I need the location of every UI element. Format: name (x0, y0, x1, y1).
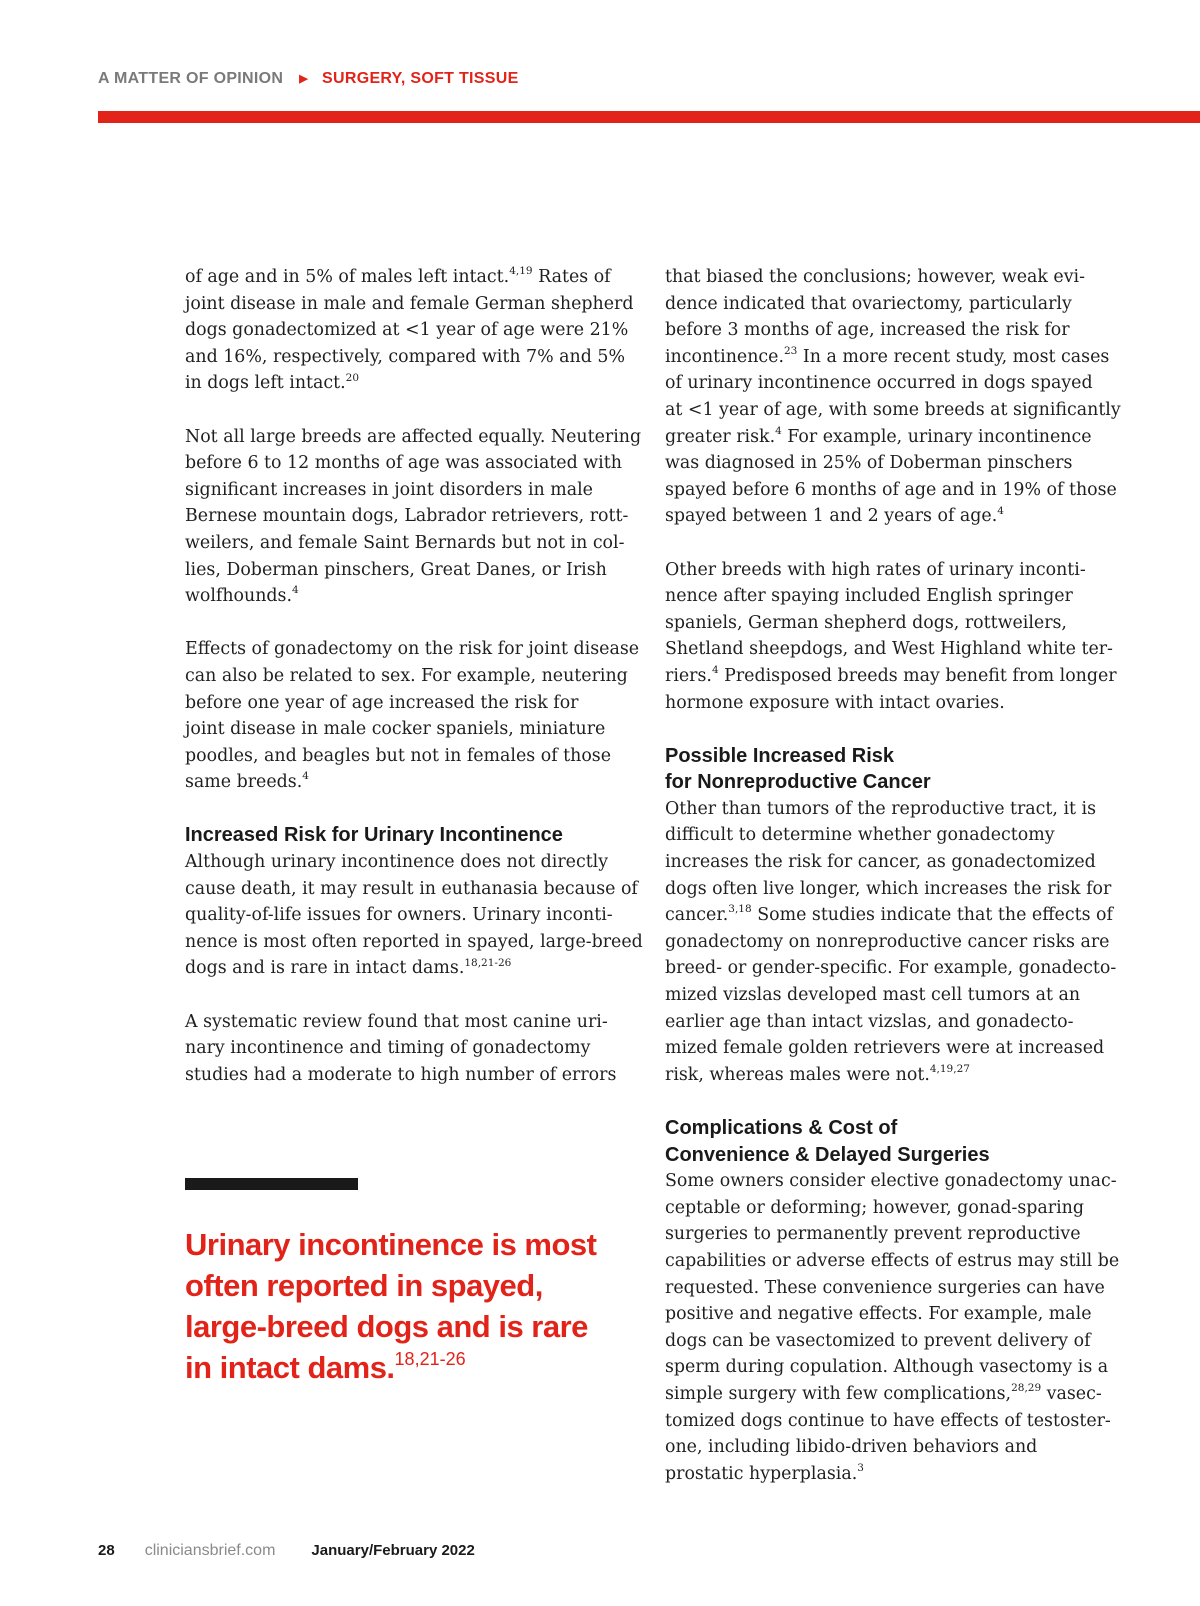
section-heading: Increased Risk for Urinary Incontinence (185, 824, 563, 847)
header-rule (98, 111, 1200, 123)
paragraph: Other than tumors of the reproductive tract, it is difficult to determine whether gonadectomy increases the risk for cancer, as gonadectomized dogs often live longer, which increases the risk for cancer.$^{3,18}$ Some studies indicate that the effects of gonadectomy on nonreproductive cancer risks are breed- or gender-specific. For example, gonadecto- mized vizslas developed mast cell tumors at an earlier age than intact vizslas, and gonadecto- mized female golden retrievers were at increased risk, whereas males were not.$^{4,19,27}$ (665, 798, 1117, 1085)
page-number: 28 (98, 1542, 115, 1559)
paragraph: Other breeds with high rates of urinary inconti- nence after spaying included English springer spaniels, German shepherd dogs, rottweilers, Shetland sheepdogs, and West Highland white ter- riers.$^4$ Predisposed breeds may benefit from longer hormone exposure with intact ovaries. (665, 559, 1117, 713)
paragraph: that biased the conclusions; however, weak evi- dence indicated that ovariectomy, particularly before 3 months of age, increased the risk for incontinence.$^{23}$ In a more recent study, most cases of urinary incontinence occurred in dogs spayed at <1 year of age, with some breeds at significantly greater risk.$^4$ For example, urinary incontinence was diagnosed in 25% of Doberman pinschers spayed before 6 months of age and in 19% of those spayed between 1 and 2 years of age.$^4$ (665, 267, 1121, 527)
issue-date: January/February 2022 (311, 1542, 475, 1559)
paragraph: Not all large breeds are affected equally. Neutering before 6 to 12 months of age was associated with significant increases in joint disorders in male Bernese mountain dogs, Labrador retrievers, rott- weilers, and female Saint Bernards but not in col- lies, Doberman pinschers, Great Danes, or Irish wolfhounds.$^4$ (185, 426, 642, 607)
paragraph: of age and in 5% of males left intact.$^{4,19}$ Rates of joint disease in male and female German shepherd dogs gonadectomized at <1 year of age were 21% and 16%, respectively, compared with 7% and 5% in dogs left intact.$^{20}$ (185, 265, 634, 394)
right-column (665, 264, 1121, 1487)
page-footer (98, 1542, 475, 1560)
arrow-right-icon: ▶ (299, 73, 309, 85)
running-header (98, 70, 519, 88)
section-heading: Complications & Cost of Convenience & Delayed Surgeries (665, 1117, 990, 1166)
topic-label: SURGERY, SOFT TISSUE (322, 70, 519, 87)
pull-quote: Urinary incontinence is most often reported in spayed, large-breed dogs and is rare in intact dams.$^{18,21-26}$ (185, 1227, 597, 1385)
website-link[interactable]: cliniciansbrief.com (144, 1542, 276, 1559)
paragraph: Some owners consider elective gonadectomy unac- ceptable or deforming; however, gonad-sparing surgeries to permanently prevent reproductive capabilities or adverse effects of estrus may still be requested. These convenience surgeries can have positive and negative effects. For example, male dogs can be vasectomized to prevent delivery of sperm during copulation. Although vasectomy is a simple surgery with few complications,$^{28,29}$ vasec- tomized dogs continue to have effects of testoster- one, including libido-driven behaviors and prostatic hyperplasia.$^3$ (665, 1171, 1120, 1484)
section-heading: Possible Increased Risk for Nonreproductive Cancer (665, 744, 931, 794)
paragraph: Effects of gonadectomy on the risk for joint disease can also be related to sex. For example, neutering before one year of age increased the risk for joint disease in male cocker spaniels, miniature poodles, and beagles but not in females of those same breeds.$^4$ (185, 639, 640, 793)
pull-quote-ref: 18,21-26 (394, 1348, 466, 1369)
pull-quote-rule (185, 1178, 358, 1190)
left-column (185, 264, 643, 1088)
section-label: A MATTER OF OPINION (98, 70, 284, 87)
paragraph: A systematic review found that most canine uri- nary incontinence and timing of gonadectomy studies had a moderate to high number of errors (185, 1011, 617, 1085)
paragraph: Although urinary incontinence does not directly cause death, it may result in euthanasia because of quality-of-life issues for owners. Urinary inconti- nence is most often reported in spayed, large-breed dogs and is rare in intact dams.$^{18,21-26}$ (185, 852, 643, 979)
